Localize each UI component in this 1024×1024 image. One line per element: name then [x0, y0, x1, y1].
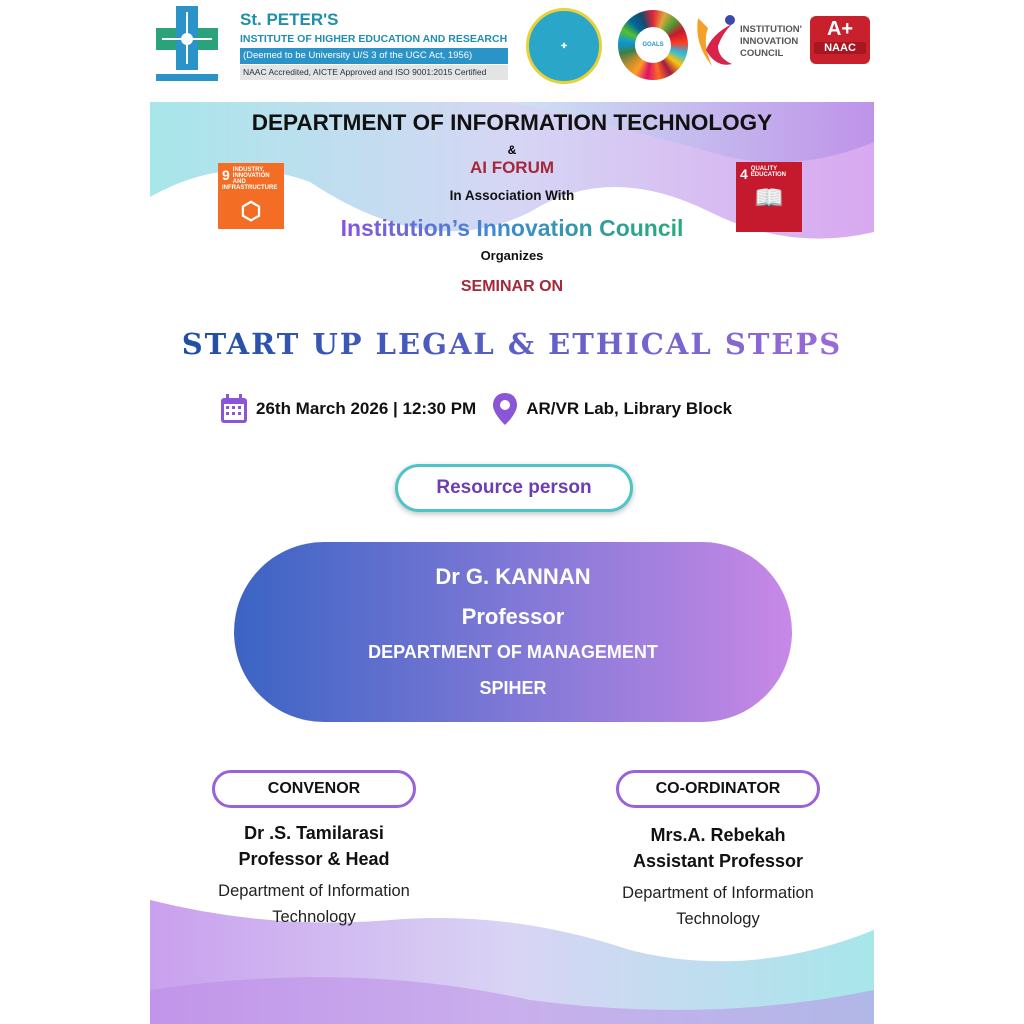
- accreditation-line: NAAC Accredited, AICTE Approved and ISO 9001:2015 Certified: [240, 65, 508, 80]
- resource-institution: SPIHER: [479, 678, 547, 698]
- organizes-text: Organizes: [480, 248, 544, 263]
- deemed-status: (Deemed to be University U/S 3 of the UGC Act, 1956): [240, 48, 508, 64]
- convenor-designation: Professor & Head: [238, 849, 390, 869]
- event-venue: AR/VR Lab, Library Block: [526, 399, 733, 418]
- coordinator-department: Department of Information Technology: [622, 884, 814, 928]
- event-date-time: 26th March 2026 | 12:30 PM: [256, 399, 477, 418]
- event-details: [220, 392, 874, 426]
- convenor-info: [164, 820, 464, 930]
- seminar-poster: [150, 0, 874, 1024]
- sdg4-tile: 4 QUALITY EDUCATION 📖: [736, 162, 802, 232]
- iqac-logo: ✚: [526, 8, 602, 84]
- spiher-logo: [156, 6, 218, 82]
- coordinator-name: Mrs.A. Rebekah: [650, 825, 786, 845]
- resource-designation: Professor: [461, 604, 565, 629]
- association-text: In Association With: [449, 188, 575, 203]
- resource-department: DEPARTMENT OF MANAGEMENT: [368, 642, 658, 662]
- institution-name: St. PETER'S: [240, 10, 339, 29]
- coordinator-info: [568, 822, 868, 932]
- council-name: Institution’s Innovation Council: [340, 215, 684, 241]
- coordinator-designation: Assistant Professor: [632, 851, 804, 871]
- convenor-department: Department of Information Technology: [218, 882, 410, 926]
- iic-logo-text: INSTITUTION' INNOVATION COUNCIL: [740, 24, 802, 59]
- seminar-on-text: SEMINAR ON: [460, 278, 564, 295]
- event-title: START UP LEGAL & ETHICAL STEPS: [181, 327, 843, 361]
- resource-person-label: Resource person: [395, 464, 633, 512]
- location-pin-icon: [492, 392, 518, 426]
- ai-forum: AI FORUM: [469, 158, 555, 177]
- convenor-name: Dr .S. Tamilarasi: [244, 823, 384, 843]
- resource-person-card: [234, 542, 792, 722]
- ampersand: &: [507, 143, 517, 157]
- naac-badge: A+ NAAC: [810, 16, 870, 64]
- department-title: DEPARTMENT OF INFORMATION TECHNOLOGY: [251, 110, 773, 135]
- resource-name: Dr G. KANNAN: [435, 564, 591, 589]
- convenor-label: CONVENOR: [212, 770, 416, 808]
- iic-logo-mark: [692, 14, 736, 70]
- sdg9-tile: 9 INDUSTRY, INNOVATION AND INFRASTRUCTURE ⬡: [218, 163, 284, 229]
- institution-full-name: INSTITUTE OF HIGHER EDUCATION AND RESEARCH: [240, 33, 508, 45]
- calendar-icon: [220, 394, 248, 424]
- coordinator-label: CO-ORDINATOR: [616, 770, 820, 808]
- sdg-logo: GOALS: [618, 10, 688, 80]
